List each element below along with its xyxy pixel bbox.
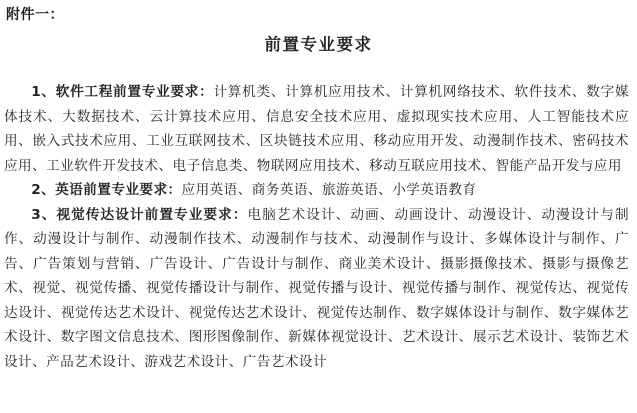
section-label: 2、英语前置专业要求： bbox=[31, 182, 182, 198]
attachment-label: 附件一： bbox=[6, 7, 64, 23]
section-majors: 电脑艺术设计、动画、动画设计、动漫设计、动漫设计与制作、动漫设计与制作、动漫制作技术、动漫制作与技术、动漫制作与设计、多媒体设计与制作、广告、广告策划与营销、广告设计、广告设计与制作、商业美术设计、摄影摄像技术、摄影与摄像艺术、视觉、视觉传播、视觉传播设计与制作、视觉传播与设计、视觉传播与制作、视觉传达、视觉传达设计、视觉传达艺术设计、视觉传达艺术设计、视觉传达制作、数字媒体设计与制作、数字媒体艺术设计、数字图文信息技术、图形图像制作、新媒体视觉设计、艺术设计、展示艺术设计、装饰艺术设计、产品艺术设计、游戏艺术设计、广告艺术设计 bbox=[4, 206, 629, 370]
section-label: 3、视觉传达设计前置专业要求： bbox=[31, 206, 248, 223]
document-title: 前置专业要求 bbox=[264, 35, 373, 54]
section-majors: 计算机类、计算机应用技术、计算机网络技术、软件技术、数字媒体技术、大数据技术、云计算技术应用、信息安全技术应用、虚拟现实技术应用、人工智能技术应用、嵌入式技术应用、工业互联网技术、区块链技术应用、移动应用开发、动漫制作技术、密码技术应用、工业软件开发技术、电子信息类、物联网应用技术、移动互联应用技术、智能产品开发与应用 bbox=[4, 84, 629, 174]
section-label: 1、软件工程前置专业要求： bbox=[31, 84, 214, 100]
requirement-english bbox=[4, 178, 629, 203]
section-majors: 应用英语、商务英语、旅游英语、小学英语教育 bbox=[181, 182, 477, 198]
requirement-visual-communication bbox=[4, 203, 629, 375]
document-body bbox=[4, 80, 629, 374]
requirement-software-engineering bbox=[4, 80, 629, 178]
